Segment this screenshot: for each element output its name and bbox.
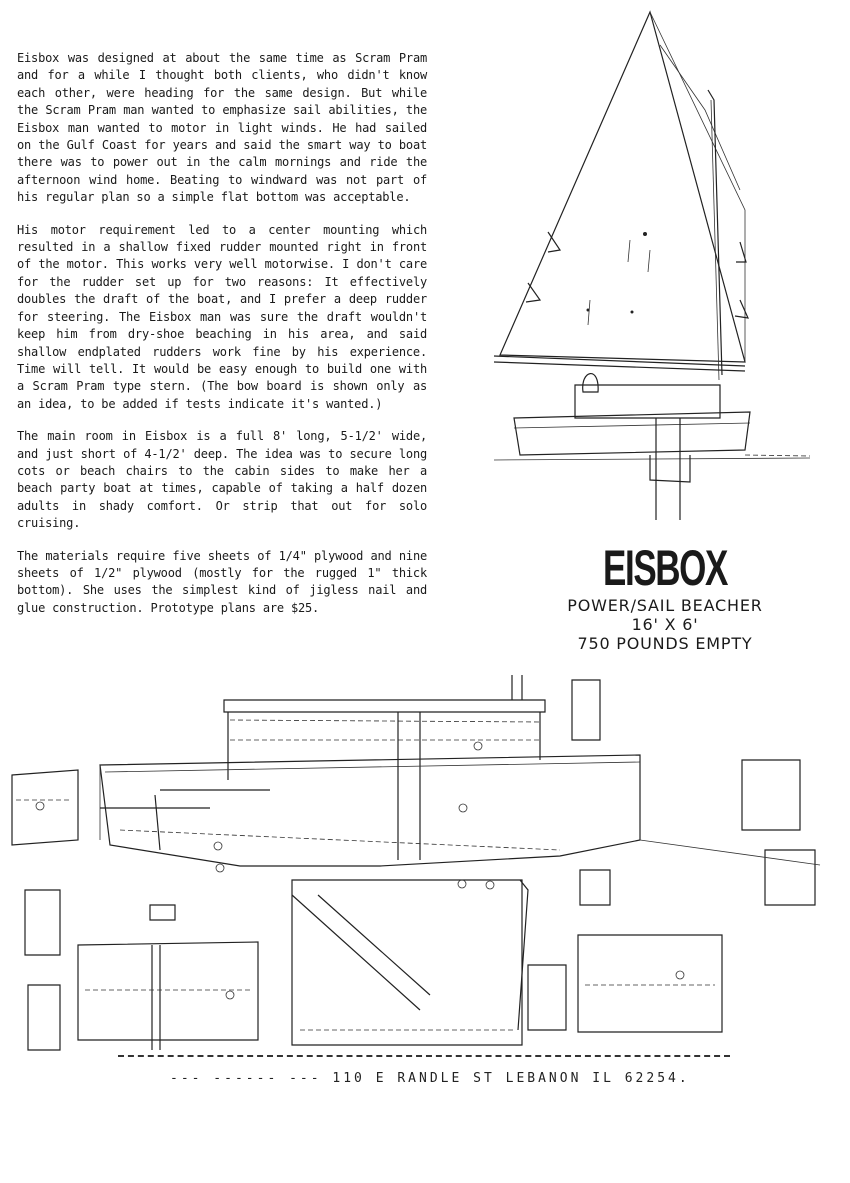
paragraph-design-history: Eisbox was designed at about the same time as Scram Pram and for a while I thought both clients, who didn't know each other, were heading for the same design. But while the Scram Pram man wanted to emphasize sail abilities, the Eisbox man wanted to motor in light winds. He had sailed on the Gulf Coast for years and said the smart way to boat there was to power out in the calm mornings and ride the afternoon wind home. Beating to windward was not part of his regular plan so a simple flat bottom was acceptable. bbox=[17, 51, 427, 205]
paragraph-materials: The materials require five sheets of 1/4" plywood and nine sheets of 1/2" plywood (mostly for the rugged 1" thick bottom). She uses the simplest kind of jigless nail and glue construction. Prototype plans are $25. bbox=[17, 548, 427, 615]
footer-address: --- ------ --- 110 E RANDLE ST LEBANON IL 62254. bbox=[170, 1071, 690, 1084]
sail-plan-drawing bbox=[494, 12, 810, 520]
boat-weight: 750 POUNDS EMPTY bbox=[577, 634, 753, 653]
boat-type: POWER/SAIL BEACHER bbox=[567, 596, 763, 615]
boat-dimensions: 16' X 6' bbox=[631, 615, 699, 634]
boat-name: EISBOX bbox=[603, 540, 727, 596]
construction-drawings bbox=[12, 675, 820, 1050]
paragraph-motor-rudder: His motor requirement led to a center mounting which resulted in a shallow fixed rudder mounted right in front of the motor. This works very well motorwise. I don't care for the rudder set up for two reasons: It effectively doubles the draft of the boat, and I prefer a deep rudder for steering. The Eisbox man was sure the draft wouldn't keep him from dry-shoe beaching in his area, and said shallow endplated rudders work fine by his experience. Time will tell. It would be easy enough to build one with a Scram Pram type stern. (The bow board is shown only as an idea, to be added if tests indicate it's wanted.) bbox=[17, 222, 427, 411]
footer-divider bbox=[118, 1055, 730, 1057]
title-block bbox=[520, 540, 810, 653]
paragraph-main-room: The main room in Eisbox is a full 8' long, 5-1/2' wide, and just short of 4-1/2' deep. The idea was to secure long cots or beach chairs to the cabin sides to make her a beach party boat at times, capable of taking a half dozen adults in shady comfort. Or strip that out for solo cruising. bbox=[17, 429, 427, 531]
